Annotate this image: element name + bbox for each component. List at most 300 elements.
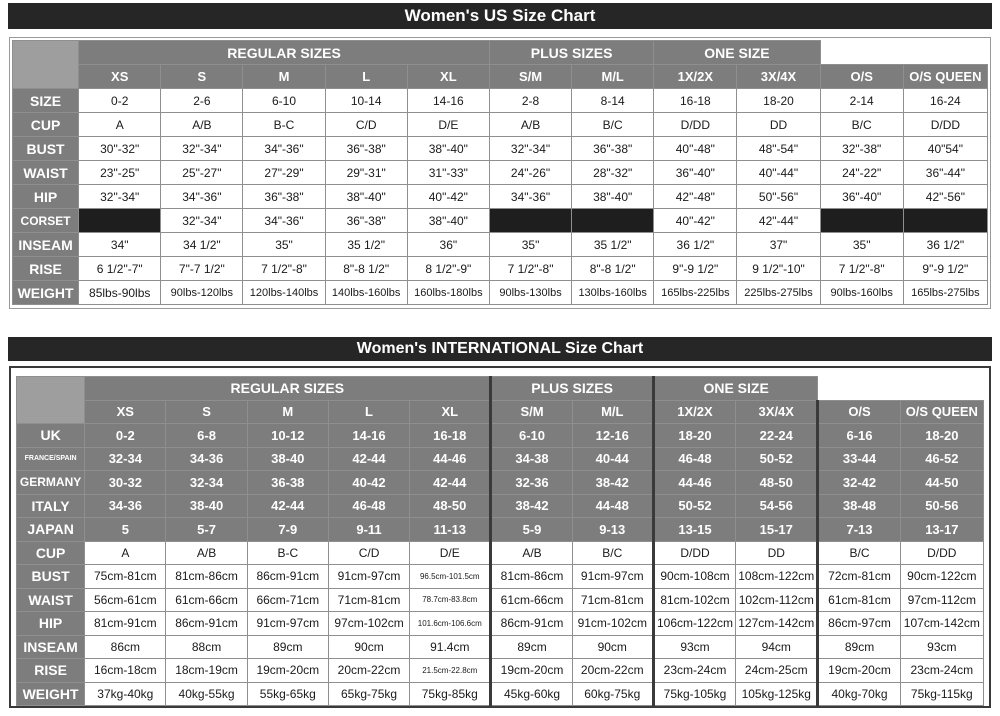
size-value-cell: 40kg-70kg xyxy=(818,682,900,706)
size-value-cell: 40"-48" xyxy=(654,137,737,161)
size-value-cell: 50-52 xyxy=(653,494,735,518)
row-label: WEIGHT xyxy=(17,682,85,706)
size-group-header: ONE SIZE xyxy=(653,377,818,401)
size-value-cell: 32"-34" xyxy=(489,137,571,161)
size-value-cell: 34-38 xyxy=(491,447,572,471)
size-value-cell: D/E xyxy=(407,113,489,137)
row-label: HIP xyxy=(17,612,85,636)
size-value-cell: 44-46 xyxy=(410,447,491,471)
size-value-cell: 6 1/2"-7" xyxy=(79,257,161,281)
size-value-cell: 44-46 xyxy=(653,471,735,495)
size-value-cell: 81cm-91cm xyxy=(85,612,166,636)
measurement-row xyxy=(17,471,984,495)
size-value-cell: 36"-38" xyxy=(325,137,407,161)
size-value-cell: B-C xyxy=(243,113,325,137)
size-value-cell: 46-48 xyxy=(653,447,735,471)
size-value-cell: 93cm xyxy=(900,635,983,659)
size-value-cell: 48-50 xyxy=(736,471,818,495)
size-value-cell: 9"-9 1/2" xyxy=(654,257,737,281)
size-value-cell: 42-44 xyxy=(247,494,328,518)
size-value-cell: 7 1/2"-8" xyxy=(489,257,571,281)
size-header: 3X/4X xyxy=(737,65,820,89)
size-header: O/S xyxy=(820,65,903,89)
size-value-cell: 7 1/2"-8" xyxy=(820,257,903,281)
size-header: S/M xyxy=(489,65,571,89)
measurement-row xyxy=(13,233,988,257)
size-value-cell: 6-10 xyxy=(491,424,572,448)
measurement-row xyxy=(17,682,984,706)
size-value-cell: 36"-44" xyxy=(903,161,987,185)
size-value-cell: 89cm xyxy=(247,635,328,659)
size-value-cell: 36 1/2" xyxy=(654,233,737,257)
size-value-cell: 61cm-66cm xyxy=(491,588,572,612)
size-value-cell: 160lbs-180lbs xyxy=(407,281,489,305)
size-value-cell: 20cm-22cm xyxy=(328,659,409,683)
size-value-cell: 38-42 xyxy=(491,494,572,518)
size-value-cell: 18-20 xyxy=(653,424,735,448)
size-group-header: PLUS SIZES xyxy=(491,377,653,401)
size-value-cell: 89cm xyxy=(491,635,572,659)
size-value-cell: 86cm xyxy=(85,635,166,659)
size-value-cell: 36"-38" xyxy=(572,137,654,161)
size-value-cell: 42"-48" xyxy=(654,185,737,209)
size-value-cell: 19cm-20cm xyxy=(491,659,572,683)
size-value-cell: 61cm-66cm xyxy=(166,588,247,612)
size-value-cell: 90cm xyxy=(328,635,409,659)
size-value-cell: 13-17 xyxy=(900,518,983,542)
size-group-header: REGULAR SIZES xyxy=(79,41,490,65)
size-value-cell: 19cm-20cm xyxy=(247,659,328,683)
size-value-cell: 50"-56" xyxy=(737,185,820,209)
size-value-cell: 91cm-102cm xyxy=(572,612,653,636)
size-value-cell: 34 1/2" xyxy=(161,233,243,257)
size-value-cell: 88cm xyxy=(166,635,247,659)
size-header: XS xyxy=(79,65,161,89)
measurement-row xyxy=(17,588,984,612)
size-value-cell: 97cm-112cm xyxy=(900,588,983,612)
size-value-cell: 38"-40" xyxy=(572,185,654,209)
empty-cell xyxy=(820,209,903,233)
size-header: M/L xyxy=(572,400,653,424)
size-value-cell: 21.5cm-22.8cm xyxy=(410,659,491,683)
size-value-cell: 38-40 xyxy=(247,447,328,471)
size-value-cell: 85lbs-90lbs xyxy=(79,281,161,305)
measurement-row xyxy=(13,257,988,281)
size-value-cell: 54-56 xyxy=(736,494,818,518)
measurement-row xyxy=(17,541,984,565)
size-value-cell: 33-44 xyxy=(818,447,900,471)
size-value-cell: 9-13 xyxy=(572,518,653,542)
size-header: S xyxy=(161,65,243,89)
size-value-cell: 10-12 xyxy=(247,424,328,448)
row-label: CUP xyxy=(17,541,85,565)
size-value-cell: 27"-29" xyxy=(243,161,325,185)
size-value-cell: 46-48 xyxy=(328,494,409,518)
row-label: WEIGHT xyxy=(13,281,79,305)
size-value-cell: 23"-25" xyxy=(79,161,161,185)
size-value-cell: B-C xyxy=(247,541,328,565)
measurement-row xyxy=(13,185,988,209)
size-value-cell: 127cm-142cm xyxy=(736,612,818,636)
size-value-cell: 42"-44" xyxy=(737,209,820,233)
size-value-cell: 24"-26" xyxy=(489,161,571,185)
size-value-cell: 105kg-125kg xyxy=(736,682,818,706)
size-group-header: ONE SIZE xyxy=(654,41,820,65)
size-header: S/M xyxy=(491,400,572,424)
size-value-cell: D/DD xyxy=(900,541,983,565)
measurement-row xyxy=(17,612,984,636)
size-value-cell: 75kg-105kg xyxy=(653,682,735,706)
size-value-cell: 140lbs-160lbs xyxy=(325,281,407,305)
size-value-cell: 34"-36" xyxy=(243,137,325,161)
empty-cell xyxy=(489,209,571,233)
row-label: CORSET xyxy=(13,209,79,233)
size-value-cell: 90cm-108cm xyxy=(653,565,735,589)
size-value-cell: 225lbs-275lbs xyxy=(737,281,820,305)
size-value-cell: 37kg-40kg xyxy=(85,682,166,706)
size-value-cell: 91cm-97cm xyxy=(328,565,409,589)
size-value-cell: 37" xyxy=(737,233,820,257)
size-value-cell: 44-50 xyxy=(900,471,983,495)
size-header: M/L xyxy=(572,65,654,89)
size-value-cell: 75cm-81cm xyxy=(85,565,166,589)
size-value-cell: 6-10 xyxy=(243,89,325,113)
size-value-cell: 7"-7 1/2" xyxy=(161,257,243,281)
size-value-cell: B/C xyxy=(572,541,653,565)
row-label: WAIST xyxy=(13,161,79,185)
group-header-row xyxy=(13,41,988,65)
size-value-cell: 90lbs-160lbs xyxy=(820,281,903,305)
size-value-cell: 12-16 xyxy=(572,424,653,448)
size-header: O/S QUEEN xyxy=(900,400,983,424)
size-header: S xyxy=(166,400,247,424)
size-value-cell: 61cm-81cm xyxy=(818,588,900,612)
size-value-cell: 32-34 xyxy=(166,471,247,495)
measurement-row xyxy=(13,281,988,305)
row-label: SIZE xyxy=(13,89,79,113)
measurement-row xyxy=(17,659,984,683)
size-header-row xyxy=(13,65,988,89)
size-value-cell: 5-9 xyxy=(491,518,572,542)
empty-cell xyxy=(572,209,654,233)
size-value-cell: A/B xyxy=(489,113,571,137)
size-value-cell: 2-6 xyxy=(161,89,243,113)
international-size-chart-table xyxy=(16,376,984,706)
size-value-cell: 7 1/2"-8" xyxy=(243,257,325,281)
row-label: WAIST xyxy=(17,588,85,612)
size-value-cell: 55kg-65kg xyxy=(247,682,328,706)
size-value-cell: 45kg-60kg xyxy=(491,682,572,706)
size-value-cell: 56cm-61cm xyxy=(85,588,166,612)
size-value-cell: 40kg-55kg xyxy=(166,682,247,706)
size-value-cell: 65kg-75kg xyxy=(328,682,409,706)
size-value-cell: 34-36 xyxy=(166,447,247,471)
measurement-row xyxy=(13,137,988,161)
size-value-cell: 165lbs-225lbs xyxy=(654,281,737,305)
size-value-cell: 34-36 xyxy=(85,494,166,518)
size-value-cell: 31"-33" xyxy=(407,161,489,185)
size-value-cell: 90lbs-130lbs xyxy=(489,281,571,305)
size-value-cell: 8 1/2"-9" xyxy=(407,257,489,281)
size-header: O/S xyxy=(818,400,900,424)
size-value-cell: D/DD xyxy=(653,541,735,565)
size-value-cell: 7-9 xyxy=(247,518,328,542)
size-value-cell: 34"-36" xyxy=(161,185,243,209)
size-value-cell: 71cm-81cm xyxy=(328,588,409,612)
size-value-cell: 32-34 xyxy=(85,447,166,471)
size-value-cell: 35" xyxy=(820,233,903,257)
size-value-cell: 38"-40" xyxy=(407,209,489,233)
size-value-cell: 13-15 xyxy=(653,518,735,542)
size-value-cell: 120lbs-140lbs xyxy=(243,281,325,305)
size-value-cell: 60kg-75kg xyxy=(572,682,653,706)
measurement-row xyxy=(17,494,984,518)
size-value-cell: 40"-42" xyxy=(407,185,489,209)
size-value-cell: 102cm-112cm xyxy=(736,588,818,612)
size-value-cell: 40"-44" xyxy=(737,161,820,185)
size-value-cell: 96.5cm-101.5cm xyxy=(410,565,491,589)
size-value-cell: 75kg-85kg xyxy=(410,682,491,706)
size-header: 3X/4X xyxy=(736,400,818,424)
size-value-cell: B/C xyxy=(818,541,900,565)
size-header: 1X/2X xyxy=(654,65,737,89)
size-header-row xyxy=(17,400,984,424)
size-value-cell: 34" xyxy=(79,233,161,257)
size-value-cell: 22-24 xyxy=(736,424,818,448)
size-value-cell: 38"-40" xyxy=(325,185,407,209)
empty-cell xyxy=(903,209,987,233)
size-value-cell: D/DD xyxy=(903,113,987,137)
size-value-cell: 8"-8 1/2" xyxy=(325,257,407,281)
size-header: L xyxy=(325,65,407,89)
size-value-cell: 40-42 xyxy=(328,471,409,495)
size-value-cell: 14-16 xyxy=(328,424,409,448)
size-value-cell: 101.6cm-106.6cm xyxy=(410,612,491,636)
size-value-cell: 18cm-19cm xyxy=(166,659,247,683)
row-label: INSEAM xyxy=(17,635,85,659)
size-value-cell: 50-56 xyxy=(900,494,983,518)
size-header: XS xyxy=(85,400,166,424)
size-value-cell: 40-44 xyxy=(572,447,653,471)
size-value-cell: 78.7cm-83.8cm xyxy=(410,588,491,612)
row-label: ITALY xyxy=(17,494,85,518)
size-value-cell: DD xyxy=(737,113,820,137)
size-value-cell: A xyxy=(85,541,166,565)
size-header: L xyxy=(328,400,409,424)
size-value-cell: 5 xyxy=(85,518,166,542)
measurement-row xyxy=(13,89,988,113)
size-value-cell: A/B xyxy=(491,541,572,565)
size-value-cell: 2-14 xyxy=(820,89,903,113)
size-value-cell: 42"-56" xyxy=(903,185,987,209)
measurement-row xyxy=(13,161,988,185)
size-value-cell: 18-20 xyxy=(737,89,820,113)
size-value-cell: 9 1/2"-10" xyxy=(737,257,820,281)
size-value-cell: 32"-38" xyxy=(820,137,903,161)
size-value-cell: 7-13 xyxy=(818,518,900,542)
size-value-cell: C/D xyxy=(325,113,407,137)
measurement-row xyxy=(13,113,988,137)
size-value-cell: 35" xyxy=(243,233,325,257)
size-value-cell: 81cm-102cm xyxy=(653,588,735,612)
size-value-cell: 38-40 xyxy=(166,494,247,518)
size-value-cell: 11-13 xyxy=(410,518,491,542)
size-header: O/S QUEEN xyxy=(903,65,987,89)
size-value-cell: 86cm-91cm xyxy=(247,565,328,589)
size-value-cell: 16cm-18cm xyxy=(85,659,166,683)
size-value-cell: A xyxy=(79,113,161,137)
us-size-chart-table xyxy=(12,40,988,305)
measurement-row xyxy=(17,447,984,471)
size-value-cell: 32-36 xyxy=(491,471,572,495)
row-label: FRANCE/SPAIN xyxy=(17,447,85,471)
size-value-cell: 5-7 xyxy=(166,518,247,542)
row-label: JAPAN xyxy=(17,518,85,542)
size-value-cell: 48"-54" xyxy=(737,137,820,161)
row-label: RISE xyxy=(17,659,85,683)
size-value-cell: 36-38 xyxy=(247,471,328,495)
measurement-row xyxy=(17,565,984,589)
size-value-cell: 32-42 xyxy=(818,471,900,495)
size-value-cell: 18-20 xyxy=(900,424,983,448)
size-value-cell: 72cm-81cm xyxy=(818,565,900,589)
size-value-cell: B/C xyxy=(572,113,654,137)
size-value-cell: 15-17 xyxy=(736,518,818,542)
size-value-cell: 42-44 xyxy=(410,471,491,495)
row-label: INSEAM xyxy=(13,233,79,257)
size-group-header: PLUS SIZES xyxy=(489,41,653,65)
size-value-cell: 16-18 xyxy=(654,89,737,113)
row-label: UK xyxy=(17,424,85,448)
size-value-cell: 23cm-24cm xyxy=(900,659,983,683)
size-value-cell: 106cm-122cm xyxy=(653,612,735,636)
size-value-cell: 81cm-86cm xyxy=(166,565,247,589)
size-value-cell: 86cm-91cm xyxy=(491,612,572,636)
size-value-cell: 38-48 xyxy=(818,494,900,518)
row-label: GERMANY xyxy=(17,471,85,495)
measurement-row xyxy=(17,635,984,659)
size-value-cell: DD xyxy=(736,541,818,565)
size-value-cell: 20cm-22cm xyxy=(572,659,653,683)
size-value-cell: 16-18 xyxy=(410,424,491,448)
size-value-cell: 36 1/2" xyxy=(903,233,987,257)
size-value-cell: 91cm-97cm xyxy=(247,612,328,636)
size-value-cell: 6-8 xyxy=(166,424,247,448)
empty-cell xyxy=(79,209,161,233)
size-value-cell: 32"-34" xyxy=(79,185,161,209)
size-value-cell: 50-52 xyxy=(736,447,818,471)
size-value-cell: 107cm-142cm xyxy=(900,612,983,636)
size-value-cell: 36" xyxy=(407,233,489,257)
size-value-cell: 91.4cm xyxy=(410,635,491,659)
size-value-cell: 71cm-81cm xyxy=(572,588,653,612)
size-value-cell: 10-14 xyxy=(325,89,407,113)
size-value-cell: 97cm-102cm xyxy=(328,612,409,636)
size-header: M xyxy=(247,400,328,424)
measurement-row xyxy=(17,424,984,448)
international-size-chart-title: Women's INTERNATIONAL Size Chart xyxy=(8,337,992,361)
size-value-cell: 35 1/2" xyxy=(325,233,407,257)
size-value-cell: 36"-38" xyxy=(325,209,407,233)
row-label: CUP xyxy=(13,113,79,137)
size-value-cell: B/C xyxy=(820,113,903,137)
size-value-cell: 6-16 xyxy=(818,424,900,448)
size-value-cell: 89cm xyxy=(818,635,900,659)
size-value-cell: 75kg-115kg xyxy=(900,682,983,706)
size-value-cell: 2-8 xyxy=(489,89,571,113)
size-value-cell: 130lbs-160lbs xyxy=(572,281,654,305)
size-group-header: REGULAR SIZES xyxy=(85,377,491,401)
size-value-cell: 28"-32" xyxy=(572,161,654,185)
size-value-cell: 9-11 xyxy=(328,518,409,542)
size-header: M xyxy=(243,65,325,89)
row-label: HIP xyxy=(13,185,79,209)
size-value-cell: 90cm xyxy=(572,635,653,659)
group-header-row xyxy=(17,377,984,401)
size-value-cell: D/E xyxy=(410,541,491,565)
size-value-cell: 14-16 xyxy=(407,89,489,113)
size-value-cell: 24"-22" xyxy=(820,161,903,185)
measurement-row xyxy=(17,518,984,542)
size-value-cell: A/B xyxy=(166,541,247,565)
size-value-cell: 36"-40" xyxy=(820,185,903,209)
size-value-cell: 8"-8 1/2" xyxy=(572,257,654,281)
size-value-cell: 86cm-91cm xyxy=(166,612,247,636)
size-value-cell: 25"-27" xyxy=(161,161,243,185)
size-value-cell: 42-44 xyxy=(328,447,409,471)
measurement-row xyxy=(13,209,988,233)
size-value-cell: 91cm-97cm xyxy=(572,565,653,589)
size-value-cell: 32"-34" xyxy=(161,209,243,233)
size-value-cell: 16-24 xyxy=(903,89,987,113)
size-value-cell: 35 1/2" xyxy=(572,233,654,257)
size-value-cell: A/B xyxy=(161,113,243,137)
size-value-cell: 30-32 xyxy=(85,471,166,495)
table-corner xyxy=(13,41,79,89)
size-value-cell: 30"-32" xyxy=(79,137,161,161)
size-value-cell: 93cm xyxy=(653,635,735,659)
size-value-cell: 108cm-122cm xyxy=(736,565,818,589)
size-value-cell: 81cm-86cm xyxy=(491,565,572,589)
size-value-cell: 40"54" xyxy=(903,137,987,161)
size-value-cell: 34"-36" xyxy=(489,185,571,209)
size-header: 1X/2X xyxy=(653,400,735,424)
size-value-cell: 44-48 xyxy=(572,494,653,518)
size-value-cell: 86cm-97cm xyxy=(818,612,900,636)
size-value-cell: 32"-34" xyxy=(161,137,243,161)
size-value-cell: 66cm-71cm xyxy=(247,588,328,612)
row-label: BUST xyxy=(13,137,79,161)
size-value-cell: 19cm-20cm xyxy=(818,659,900,683)
size-value-cell: C/D xyxy=(328,541,409,565)
us-size-chart-title: Women's US Size Chart xyxy=(8,3,992,29)
size-value-cell: 9"-9 1/2" xyxy=(903,257,987,281)
size-value-cell: 90cm-122cm xyxy=(900,565,983,589)
size-value-cell: 46-52 xyxy=(900,447,983,471)
size-value-cell: 94cm xyxy=(736,635,818,659)
size-value-cell: D/DD xyxy=(654,113,737,137)
size-value-cell: 38-42 xyxy=(572,471,653,495)
size-value-cell: 34"-36" xyxy=(243,209,325,233)
size-value-cell: 24cm-25cm xyxy=(736,659,818,683)
size-value-cell: 90lbs-120lbs xyxy=(161,281,243,305)
size-value-cell: 0-2 xyxy=(85,424,166,448)
table-corner xyxy=(17,377,85,424)
size-value-cell: 38"-40" xyxy=(407,137,489,161)
size-value-cell: 48-50 xyxy=(410,494,491,518)
size-header: XL xyxy=(407,65,489,89)
size-value-cell: 36"-40" xyxy=(654,161,737,185)
